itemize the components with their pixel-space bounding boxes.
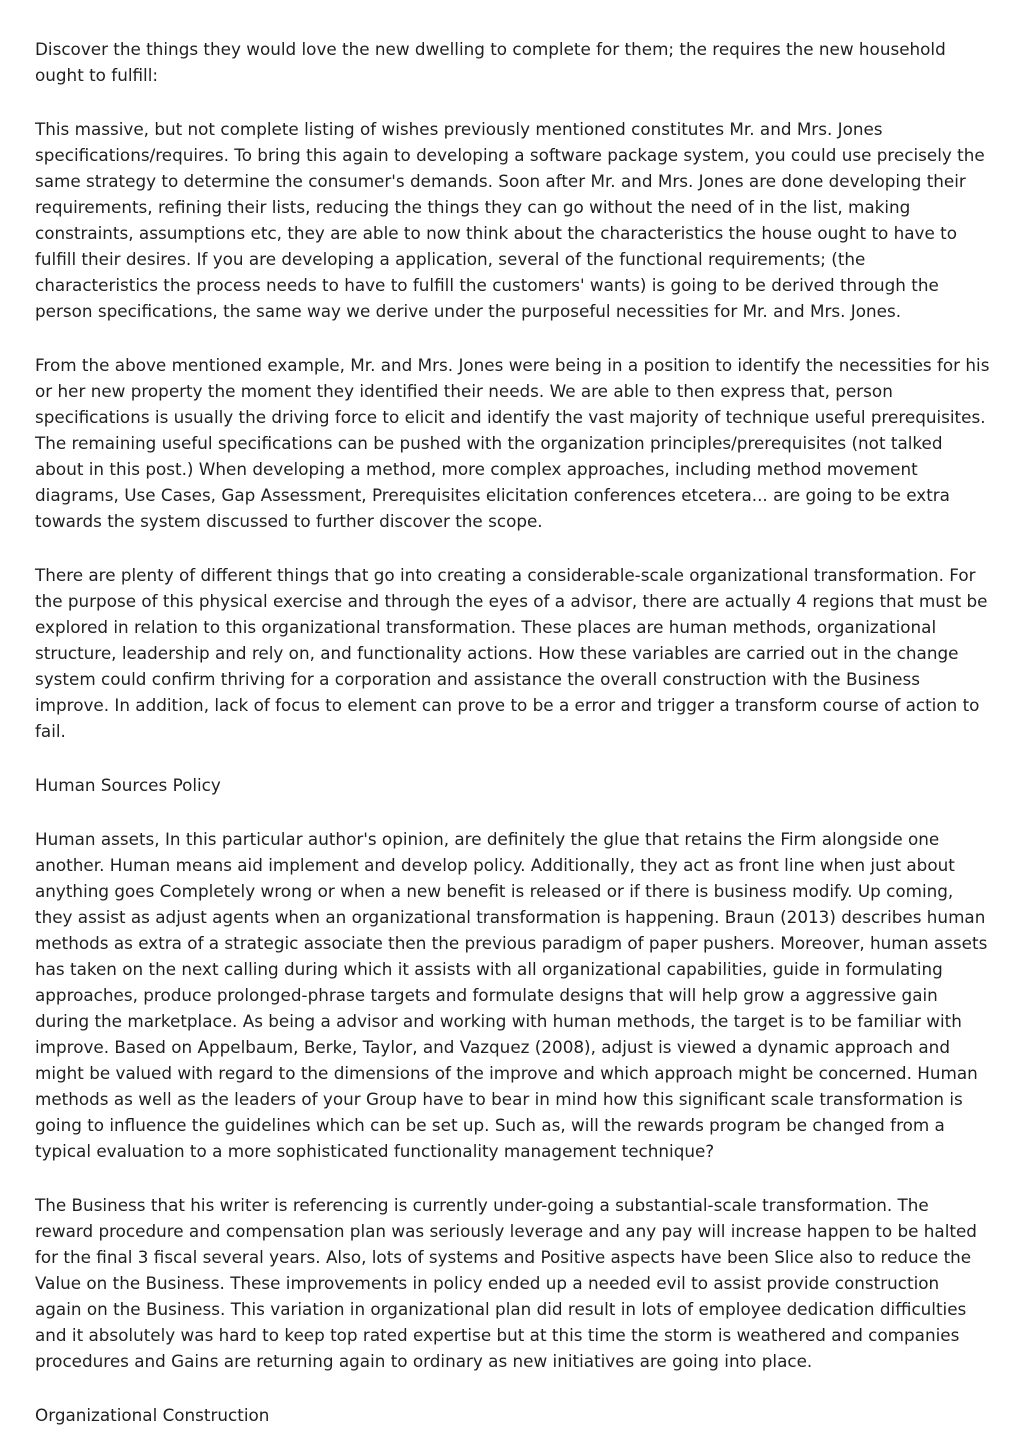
paragraph-business-transformation: The Business that his writer is referencing is currently under-going a substantial-scale transformation. The reward procedure and compensation plan was seriously leverage and any pay will increase happen to be halted for the final 3 fiscal several years. Also, lots of systems and Positive aspects have been Slice also to reduce the Value on the Business. These improvements in policy ended up a needed evil to assist provide construction again on the Business. This variation in organizational plan did result in lots of employee dedication difficulties and it absolutely was hard to keep top rated expertise but at this time the storm is weathered and companies procedures and Gains are returning again to ordinary as new initiatives are going into place.	[35, 1195, 977, 1371]
paragraph-transformation: There are plenty of different things that go into creating a considerable-scale organizational transformation. For the purpose of this physical exercise and through the eyes of a advisor, there are actually 4 regions that must be explored in relation to this organizational transformation. These places are human methods, organizational structure, leadership and rely on, and functionality actions. How these variables are carried out in the change system could confirm thriving for a corporation and assistance the overall construction with the Business improve. In addition, lack of focus to element can prove to be a error and trigger a transform course of action to fail.	[35, 565, 988, 741]
section-heading-organizational-construction: Organizational Construction	[35, 1405, 270, 1425]
paragraph-human-assets: Human assets, In this particular author's opinion, are definitely the glue that retains the Firm alongside one another. Human means aid implement and develop policy. Additionally, they act as front line when just about anything goes Completely wrong or when a new benefit is released or if there is business modify. Up coming, they assist as adjust agents when an organizational transformation is happening. Braun (2013) describes human methods as extra of a strategic associate then the previous paradigm of paper pushers. Moreover, human assets has taken on the next calling during which it assists with all organizational capabilities, guide in formulating approaches, produce prolonged-phrase targets and formulate designs that will help grow a aggressive gain during the marketplace. As being a advisor and working with human methods, the target is to be familiar with improve. Based on Appelbaum, Berke, Taylor, and Vazquez (2008), adjust is viewed a dynamic approach and might be valued with regard to the dimensions of the improve and which approach might be concerned. Human methods as well as the leaders of your Group have to bear in mind how this significant scale transformation is going to influence the guidelines which can be set up. Such as, will the rewards program be changed from a typical evaluation to a more sophisticated functionality management technique?	[35, 829, 988, 1161]
paragraph-specifications: This massive, but not complete listing of wishes previously mentioned constitutes Mr. and Mrs. Jones specifications/requires. To bring this again to developing a software package system, you could use precisely the same strategy to determine the consumer's demands. Soon after Mr. and Mrs. Jones are done developing their requirements, refining their lists, reducing the things they can go without the need of in the list, making constraints, assumptions etc, they are able to now think about the characteristics the house ought to have to fulfill their desires. If you are developing a application, several of the functional requirements; (the characteristics the process needs to have to fulfill the customers' wants) is going to be derived through the person specifications, the same way we derive under the purposeful necessities for Mr. and Mrs. Jones.	[35, 119, 985, 321]
section-heading-human-sources: Human Sources Policy	[35, 775, 221, 795]
paragraph-intro: Discover the things they would love the new dwelling to complete for them; the requires the new household ought to fulfill:	[35, 39, 946, 85]
paragraph-example: From the above mentioned example, Mr. and Mrs. Jones were being in a position to identify the necessities for his or her new property the moment they identified their needs. We are able to then express that, person specifications is usually the driving force to elicit and identify the vast majority of technique useful prerequisites. The remaining useful specifications can be pushed with the organization principles/prerequisites (not talked about in this post.) When developing a method, more complex approaches, including method movement diagrams, Use Cases, Gap Assessment, Prerequisites elicitation conferences etcetera... are going to be extra towards the system discussed to further discover the scope.	[35, 355, 990, 531]
